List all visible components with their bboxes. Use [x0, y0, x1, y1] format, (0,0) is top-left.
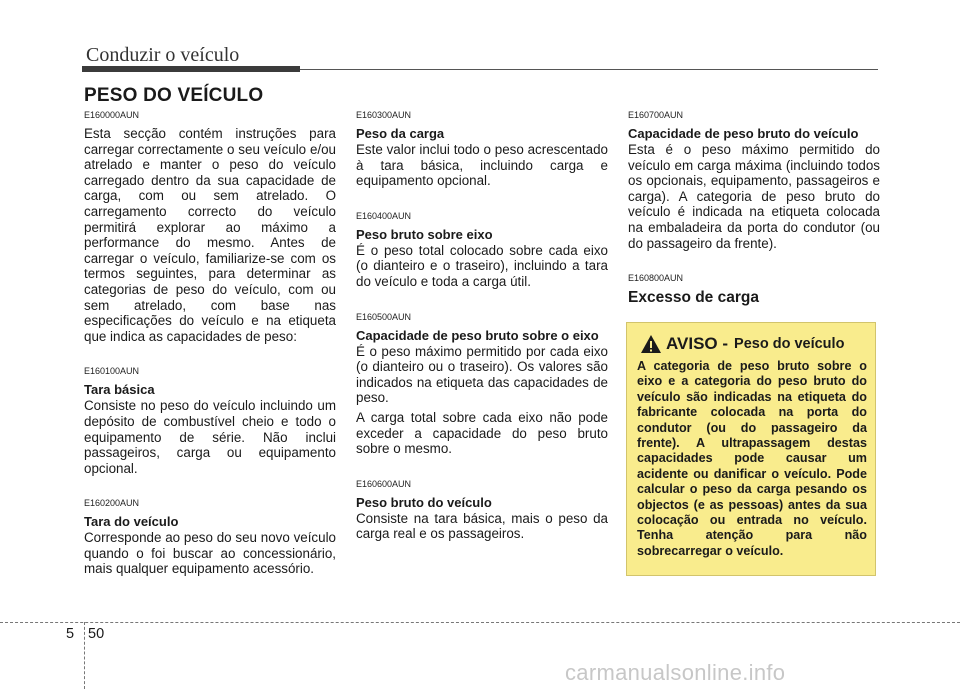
paragraph-peso-bruto-eixo: É o peso total colocado sobre cada eixo (o dianteiro e o traseiro), incluindo a tara do veículo e toda a carga útil.: [356, 242, 608, 289]
section-code: E160500AUN: [356, 311, 412, 322]
subheading-peso-carga: Peso da carga: [356, 126, 445, 141]
watermark: carmanualsonline.info: [565, 660, 786, 685]
warning-box: [626, 322, 876, 576]
warning-label: AVISO -: [666, 334, 729, 353]
warning-header: [637, 333, 867, 355]
paragraph-peso-bruto-veiculo: Consiste na tara básica, mais o peso da carga real e os passageiros.: [356, 510, 608, 542]
subheading-excesso-carga: Excesso de carga: [628, 289, 759, 307]
section-code: E160600AUN: [356, 478, 412, 489]
section-code: E160700AUN: [628, 110, 684, 120]
subheading-tara-veiculo: Tara do veículo: [84, 514, 179, 530]
column-2: [356, 110, 608, 542]
chapter-number: 5: [66, 626, 75, 642]
paragraph-capacidade-eixo: É o peso máximo permitido por cada eixo (o dianteiro ou o traseiro). Os valores são indicados na etiqueta das capacidades de peso.: [356, 343, 608, 406]
section-code: E160300AUN: [356, 110, 412, 120]
footer-vertical-divider: [84, 622, 85, 689]
header-rule-thin: [300, 69, 878, 70]
column-3: [628, 110, 880, 308]
footer-divider: [0, 622, 960, 623]
subheading-capacidade-veiculo: Capacidade de peso bruto do veículo: [628, 126, 859, 141]
subheading-tara-basica: Tara básica: [84, 382, 155, 398]
paragraph-tara-basica: Consiste no peso do veículo incluindo um depósito de combustível cheio e todo o equipamento de série. Não inclui passageiros, carga ou equipamento opcional.: [84, 398, 336, 476]
header-rule-thick: [82, 66, 300, 72]
intro-paragraph: Esta secção contém instruções para carregar correctamente o seu veículo e/ou atrelado e manter o peso do veículo carregado dentro da sua capacidade de carga, com ou sem atrelado. O carregamento correcto do veículo permitirá explorar ao máximo a performance do mesmo. Antes de carregar o veículo, familiarize-se com os termos seguintes, para determinar as categorias de peso do veículo, com ou sem atrelado, com base nas especificações do veículo e na etiqueta que indica as capacidades de peso:: [84, 126, 336, 344]
warning-triangle-icon: [640, 334, 662, 354]
section-code: E160800AUN: [628, 273, 684, 284]
warning-text: A categoria de peso bruto sobre o eixo e a categoria do peso bruto do veículo são indicadas na etiqueta do fabricante colocada na porta do condutor (ou do passageiro da frente). A ultrapassagem destas capacidades pode causar um acidente ou danificar o veículo. Pode calcular o peso da carga pesando os objectos (e as pessoas) antes da sua colocação ou entrada no veículo. Tenha atenção para não sobrecarregar o veículo.: [637, 359, 867, 558]
subheading-capacidade-eixo: Capacidade de peso bruto sobre o eixo: [356, 327, 599, 343]
warning-subtitle: Peso do veículo: [734, 336, 845, 352]
section-code: E160400AUN: [356, 210, 412, 221]
paragraph-capacidade-veiculo: Esta é o peso máximo permitido do veículo em carga máxima (incluindo todos os opcionais, equipamento, passageiros e carga). A categoria de peso bruto do veículo é indicada na etiqueta colocada na embaladeira da porta do condutor (ou do passageiro da frente).: [628, 142, 880, 251]
section-code: E160200AUN: [84, 498, 140, 509]
paragraph-capacidade-eixo-2: A carga total sobre cada eixo não pode exceder a capacidade do peso bruto sobre o mesmo.: [356, 409, 608, 457]
paragraph-peso-carga: Este valor inclui todo o peso acrescentado à tara básica, incluindo carga e equipamento opcional.: [356, 142, 608, 189]
chapter-title: Conduzir o veículo: [86, 44, 240, 66]
column-1: [84, 110, 336, 577]
paragraph-tara-veiculo: Corresponde ao peso do seu novo veículo quando o foi buscar ao concessionário, mais qualquer equipamento acessório.: [84, 530, 336, 577]
section-code: E160000AUN: [84, 110, 140, 120]
subheading-peso-bruto-eixo: Peso bruto sobre eixo: [356, 226, 493, 242]
subheading-peso-bruto-veiculo: Peso bruto do veículo: [356, 494, 492, 510]
section-code: E160100AUN: [84, 366, 140, 377]
section-title: PESO DO VEÍCULO: [84, 85, 264, 106]
page-number: 50: [88, 626, 105, 642]
